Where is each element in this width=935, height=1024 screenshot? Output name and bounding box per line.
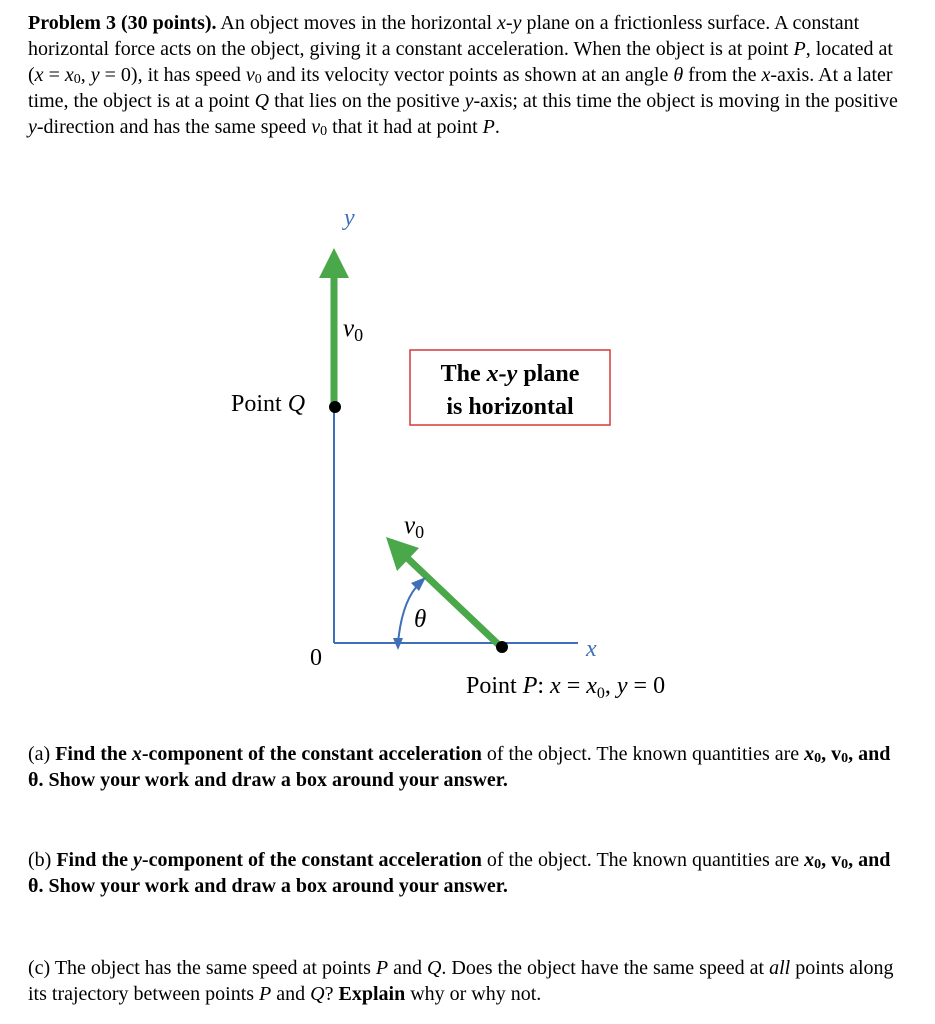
text: of the object. The known quantities are [481,849,805,871]
var-p: P [482,116,495,138]
var-p: P [375,957,389,979]
var-q: Q [426,957,442,979]
point-p-dot [496,641,508,653]
text: = 0), it has speed [99,64,246,86]
y-axis-label: y [344,205,355,231]
subscript: 0 [814,857,822,873]
var-v: v [245,64,255,86]
var-x: x [497,12,506,34]
subscript: 0 [254,72,262,88]
problem-statement: Problem 3 (30 points). An object moves in the horizontal x-y plane on a frictionless surface. A constant horizontal force acts on the object, giving it a constant acceleration. When the object is at point P, located at ($x = x_0$, y = 0), it has speed $v_0$ and its velocity vector points as shown at an angle θ from the x-axis. At a later time, the object is at a point Q that lies on the positive y-axis; at this time the object is moving in the positive y-direction and has the same speed $v_0$ that it had at point P. [28,12,898,140]
var-p: P [259,983,272,1005]
text: , v [821,849,842,871]
text: -component of the constant acceleration [141,743,482,765]
text: , located at ( [28,38,893,86]
subscript: 0 [73,72,81,88]
theta-label: θ [414,606,427,633]
text: , and θ. [28,849,891,897]
var-y: y [464,90,474,112]
var-x: x [131,743,142,765]
emphasis-all: all [769,957,791,979]
text: ? [324,983,339,1005]
text: . Does the object have the same speed at [441,957,770,979]
var-q: Q [254,90,270,112]
x-axis-label: x [586,636,597,662]
text: . [494,116,500,138]
text: why or why not. [405,983,542,1005]
text: and [271,983,311,1005]
problem-title: Problem 3 (30 points). [28,12,217,34]
text: , v [821,743,842,765]
v0-label-p: $v_0$ [404,512,425,542]
info-box-line2: is horizontal [446,394,574,420]
text: -direction and has the same speed [36,116,312,138]
subscript: 0 [814,751,822,767]
text: Show your work and draw a box around your answer. [43,875,508,897]
subscript: 0 [841,751,849,767]
var-q: Q [310,983,325,1005]
part-a [28,741,908,793]
text: (c) The object has the same speed at points [28,957,376,979]
var-y: y [133,849,142,871]
var-x: x [64,64,74,86]
v0-label-q: $v_0$ [343,315,364,345]
text: -axis. At a later time, the object is at a point [28,64,893,112]
info-box-line1: The x-y plane [440,361,580,387]
text: of the object. The known quantities are [481,743,805,765]
theta-arc-arrowhead-icon [411,577,426,591]
text: Find the [56,849,134,871]
text: and its velocity vector points as shown at an angle [261,64,674,86]
velocity-q-arrowhead-icon [319,248,349,278]
text: that lies on the positive [269,90,465,112]
point-q-dot [329,401,341,413]
text: from the [683,64,762,86]
text: Find the [55,743,132,765]
text: An object moves in the horizontal [216,12,498,34]
text: Show your work and draw a box around your answer. [43,769,508,791]
var-y: y [90,64,100,86]
text: -axis; at this time the object is moving in the positive [473,90,898,112]
var-y: y [512,12,522,34]
text: that it had at point [327,116,483,138]
part-b-label: (b) [28,849,57,871]
part-c [28,955,908,1007]
subscript: 0 [841,857,849,873]
var-x0: x [804,743,815,765]
part-a-label: (a) [28,743,56,765]
var-x: x [34,64,44,86]
part-b [28,847,908,899]
emphasis-explain: Explain [338,983,406,1005]
subscript: 0 [320,124,328,140]
point-q-label: Point Q [231,391,306,417]
text: = [43,64,65,86]
text: , [80,64,91,86]
text: points along its trajectory between points [28,957,894,1005]
point-p-label: Point P: $x = x_0$, y = 0 [466,673,666,702]
var-theta: θ [673,64,684,86]
var-y: y [28,116,37,138]
text: and [388,957,427,979]
var-v: v [311,116,321,138]
origin-label: 0 [310,645,322,671]
var-x: x [761,64,771,86]
text: -component of the constant acceleration [141,849,482,871]
var-x0: x [804,849,815,871]
var-p: P [793,38,806,60]
text: , and θ. [28,743,891,791]
text: plane on a frictionless surface. A constant horizontal force acts on the object, giving it a constant acceleration. When the object is at point [28,12,860,60]
